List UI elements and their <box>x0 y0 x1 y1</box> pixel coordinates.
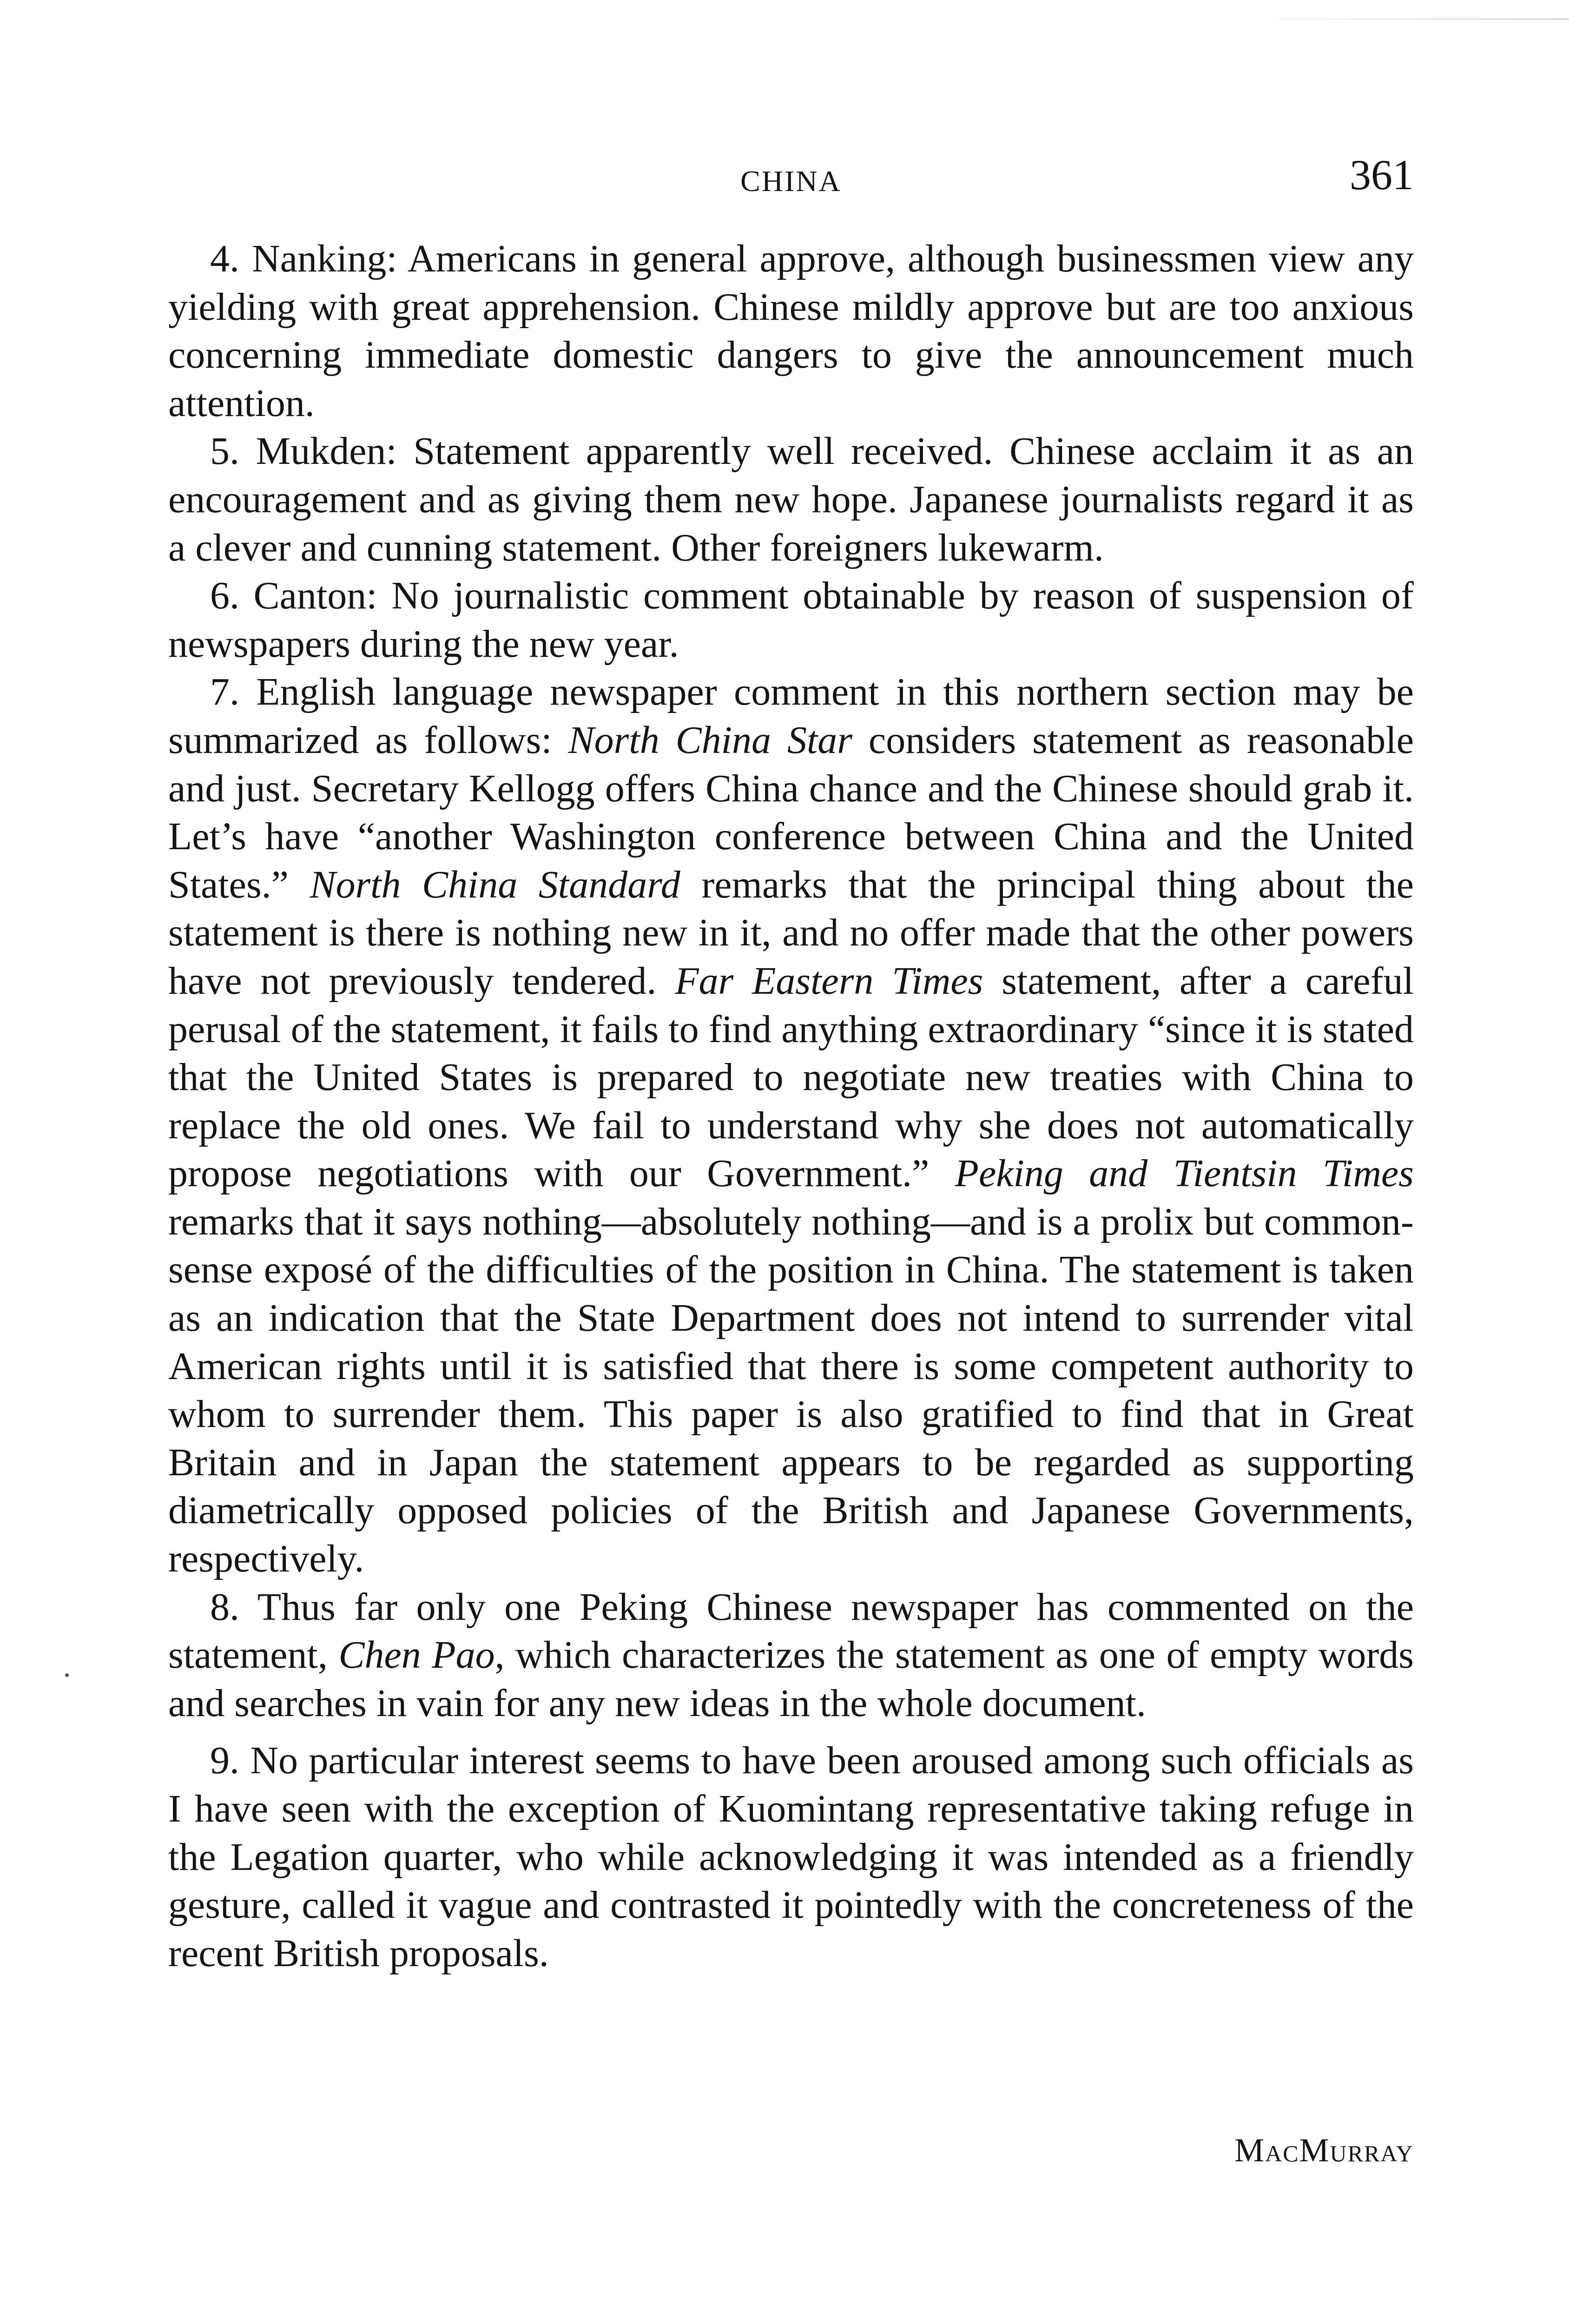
body-text <box>168 235 1414 1977</box>
paragraph-text: 7. English language newspaper comment in this northern section may be summarized as follows: <box>168 670 1414 762</box>
paragraph-text: 8. Thus far only one Peking Chinese newspaper has commented on the statement, <box>168 1585 1414 1677</box>
newspaper-title: North China Star <box>568 718 852 762</box>
paragraph-text: considers statement as reasonable and just. Secretary Kellogg offers China chance and the Chinese should grab it. Let’s have “another Washington conference between China and the United States.” <box>168 718 1414 906</box>
newspaper-title: North China Standard <box>310 863 680 906</box>
paragraph-4-nanking <box>168 235 1414 427</box>
paragraph-text: remarks that the principal thing about the statement is there is nothing new in it, and no offer made that the other powers have not previously tendered. <box>168 863 1414 1003</box>
paragraph-text: 5. Mukden: Statement apparently well received. Chinese acclaim it as an encouragement and as giving them new hope. Japanese journalists regard it as a clever and cunning statement. Other foreigners lukewarm. <box>168 429 1414 569</box>
paragraph-text: 4. Nanking: Americans in general approve, although businessmen view any yielding with great apprehension. Chinese mildly approve but are too anxious concerning immediate domestic dangers to give the announcement much attention. <box>168 237 1414 425</box>
paragraph-5-mukden <box>168 427 1414 572</box>
paragraph-text: , which characterizes the statement as one of empty words and searches in vain for any new ideas in the whole document. <box>168 1633 1414 1725</box>
paragraph-8-peking-newspaper <box>168 1583 1414 1728</box>
paragraph-text: statement, after a careful perusal of the statement, it fails to find anything extraordinary “since it is stated that the United States is prepared to negotiate new treaties with China to replace the old ones. We fail to understand why she does not automatically propose negotiations with our Government.” <box>168 959 1414 1195</box>
newspaper-title: Chen Pao <box>338 1633 495 1677</box>
running-head: CHINA <box>740 165 842 198</box>
page-header <box>168 153 1414 205</box>
paragraph-text: remarks that it says nothing—absolutely nothing—and is a prolix but common-sense exposé of the difficulties of the position in China. The statement is taken as an indication that the State Department does not intend to surrender vital American rights until it is satisfied that there is some competent authority to whom to surrender them. This paper is also gratified to find that in Great Britain and in Japan the statement appears to be regarded as supporting diametrically opposed policies of the British and Japanese Governments, respectively. <box>168 1200 1414 1581</box>
newspaper-title: Peking and Tientsin Times <box>955 1152 1414 1195</box>
page-number: 361 <box>1350 151 1414 198</box>
newspaper-title: Far Eastern Times <box>675 959 983 1003</box>
paragraph-7-newspaper-comment <box>168 668 1414 1583</box>
signature: MacMurray <box>1234 2132 1414 2169</box>
paragraph-9-officials <box>168 1736 1414 1977</box>
paragraph-6-canton <box>168 572 1414 668</box>
paragraph-text: 6. Canton: No journalistic comment obtainable by reason of suspension of newspapers during the new year. <box>168 574 1414 666</box>
paragraph-text: 9. No particular interest seems to have been aroused among such officials as I have seen with the exception of Kuomintang representative taking refuge in the Legation quarter, who while acknowledging it was intended as a friendly gesture, called it vague and contrasted it pointedly with the concreteness of the recent British proposals. <box>168 1739 1414 1975</box>
scan-edge-artifact <box>1244 19 1569 20</box>
margin-speck <box>65 1673 69 1677</box>
